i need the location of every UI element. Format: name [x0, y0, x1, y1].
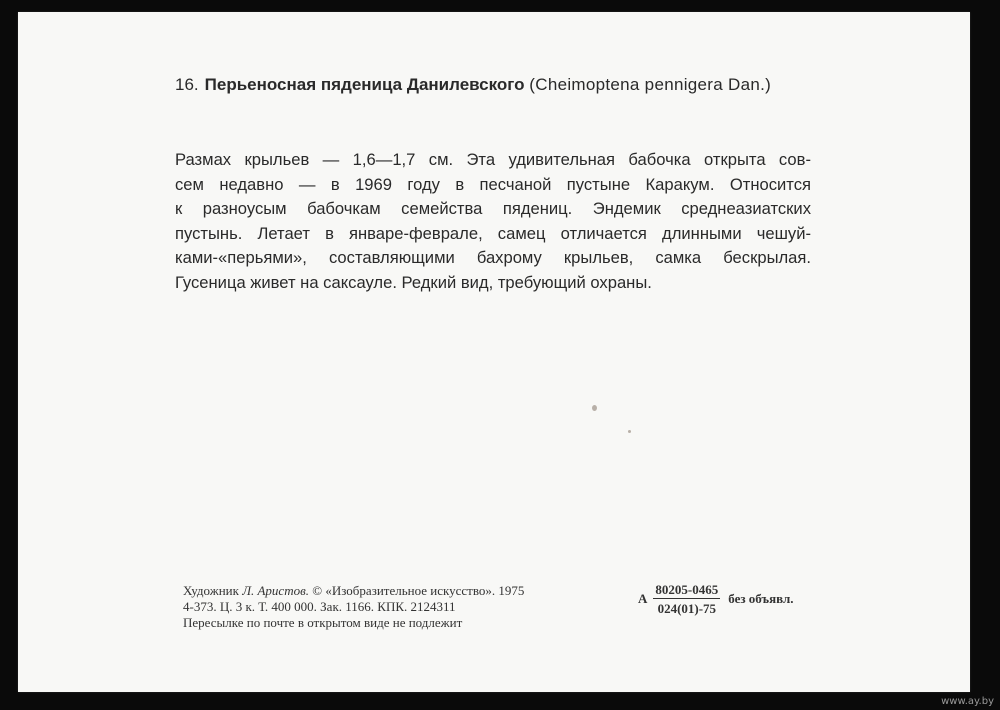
artist-label: Художник — [183, 583, 239, 598]
index-note: без объявл. — [728, 591, 794, 606]
description-line: сем недавно — в 1969 году в песчаной пустыне Каракум. Относится — [175, 174, 811, 194]
description-line: Гусеница живет на саксауле. Редкий вид, требующий охраны. — [175, 272, 652, 292]
index-numerator: 80205-0465 — [655, 582, 719, 597]
catalog-index — [638, 582, 794, 616]
paper-speck — [592, 405, 597, 411]
species-latin-name: (Cheimoptena pennigera Dan.) — [529, 75, 772, 94]
postcard-back — [18, 12, 970, 692]
species-name: Перьеносная пяденица Данилевского — [204, 75, 525, 94]
index-letter: А — [638, 591, 648, 606]
publisher-imprint — [183, 583, 524, 631]
species-number: 16. — [175, 75, 199, 94]
description-line: ками-«перьями», составляющими бахрому крыльев, самка бескрылая. — [175, 248, 811, 267]
index-fraction — [653, 582, 720, 616]
artist-name: Л. Аристов. — [242, 583, 309, 598]
imprint-artist-line — [183, 583, 524, 599]
species-heading — [175, 72, 811, 97]
paper-speck — [628, 430, 631, 433]
imprint-codes: 4-373. Ц. 3 к. Т. 400 000. Зак. 1166. КПК. 2124311 — [183, 599, 456, 614]
description-line: пустынь. Летает в январе-феврале, самец отличается длинными чешуй- — [175, 223, 811, 243]
postal-note: Пересылке по почте в открытом виде не подлежит — [183, 615, 463, 630]
species-description — [175, 148, 811, 295]
watermark: www.ay.by — [941, 696, 994, 707]
index-denominator: 024(01)-75 — [657, 601, 717, 616]
description-line: Размах крыльев — 1,6—1,7 см. Эта удивительная бабочка открыта сов- — [175, 150, 811, 169]
publisher-name: © «Изобразительное искусство». 1975 — [312, 583, 525, 598]
description-line: к разноусым бабочкам семейства пядениц. Эндемик среднеазиатских — [175, 199, 811, 218]
